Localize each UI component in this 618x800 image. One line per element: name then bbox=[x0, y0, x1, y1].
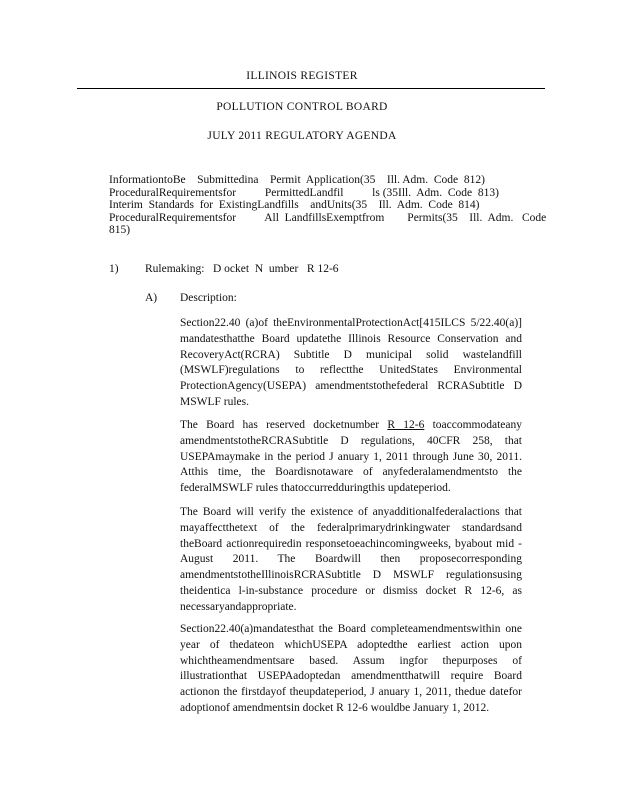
subitem-label: Description: bbox=[180, 292, 237, 304]
agenda-title: JULY 2011 REGULATORY AGENDA bbox=[207, 130, 397, 142]
description-paragraph-3: The Board will verify the existence of anyadditionalfederalactions that mayaffectthetext of the federalprimarydrinkingwater standardsand theBoard actionrequiredin responsetoeachincomingweeks, byabout mid -August 2011. The Boardwill then proposecorresponding amendmentstotheIllinoisRCRASubtitle D MSWLF regulationsusing theidentica l-in-substance procedure or dismiss docket R 12-6, as necessaryandappropriate. bbox=[180, 506, 522, 613]
subject-line: InformationtoBe Submittedina Permit Application(35 Ill. Adm. Code 812) bbox=[109, 174, 485, 186]
description-paragraph-1: Section22.40 (a)of theEnvironmentalProtectionAct[415ILCS 5/22.40(a)] mandatesthatthe Board updatethe Illinois Resource Conservation and RecoveryAct(RCRA) Subtitle D municipal solid wastelandfill (MSWLF)regulations to reflectthe UnitedStates Environmental ProtectionAgency(USEPA) amendmentstothefederal RCRASubtitle D MSWLF rules. bbox=[180, 317, 522, 408]
register-title: ILLINOIS REGISTER bbox=[246, 70, 358, 82]
paragraph-text: toaccommodateany amendmentstotheRCRASubtitle D regulations, 40CFR 258, that USEPAmaymake in the period J anuary 1, 2011 through June 30, 2011. Atthis time, the Boardisnotaware of anyfederalamendmentsto the federalMSWLF rules thatoccurredduringthis updateperiod. bbox=[180, 419, 523, 495]
header-rule bbox=[77, 88, 545, 89]
subject-line: Interim Standards for ExistingLandfills andUnits(35 Ill. Adm. Code 814) bbox=[109, 199, 480, 212]
item-number: 1) bbox=[109, 263, 119, 275]
subject-line: 815) bbox=[109, 224, 131, 237]
description-paragraph-2 bbox=[180, 418, 522, 497]
paragraph-text: The Board has reserved docketnumber bbox=[180, 419, 388, 431]
subject-list bbox=[109, 174, 547, 237]
subject-line: ProceduralRequirementsfor PermittedLandfil ls (35Ill. Adm. Code 813) bbox=[109, 186, 499, 199]
subitem-letter: A) bbox=[145, 292, 158, 304]
docket-link: R 12-6 bbox=[387, 419, 425, 431]
subject-line: ProceduralRequirementsfor All LandfillsExemptfrom Permits(35 Ill. Adm. Code bbox=[109, 211, 547, 224]
docket-number: D ocket N umber R 12-6 bbox=[213, 263, 339, 275]
item-label: Rulemaking: bbox=[145, 263, 205, 275]
description-paragraph-4: Section22.40(a)mandatesthat the Board completeamendmentswithin one year of thedateon whichUSEPA adoptedthe earliest action upon whichtheamendmentsare based. Assum ingfor thepurposes of illustrationthat USEPAadoptedan amendmentthatwill require Board actionon the firstdayof theupdateperiod, J anuary 1, 2011, thedue datefor adoptionof amendmentsin docket R 12-6 wouldbe January 1, 2012. bbox=[180, 623, 522, 714]
board-title: POLLUTION CONTROL BOARD bbox=[216, 101, 388, 113]
